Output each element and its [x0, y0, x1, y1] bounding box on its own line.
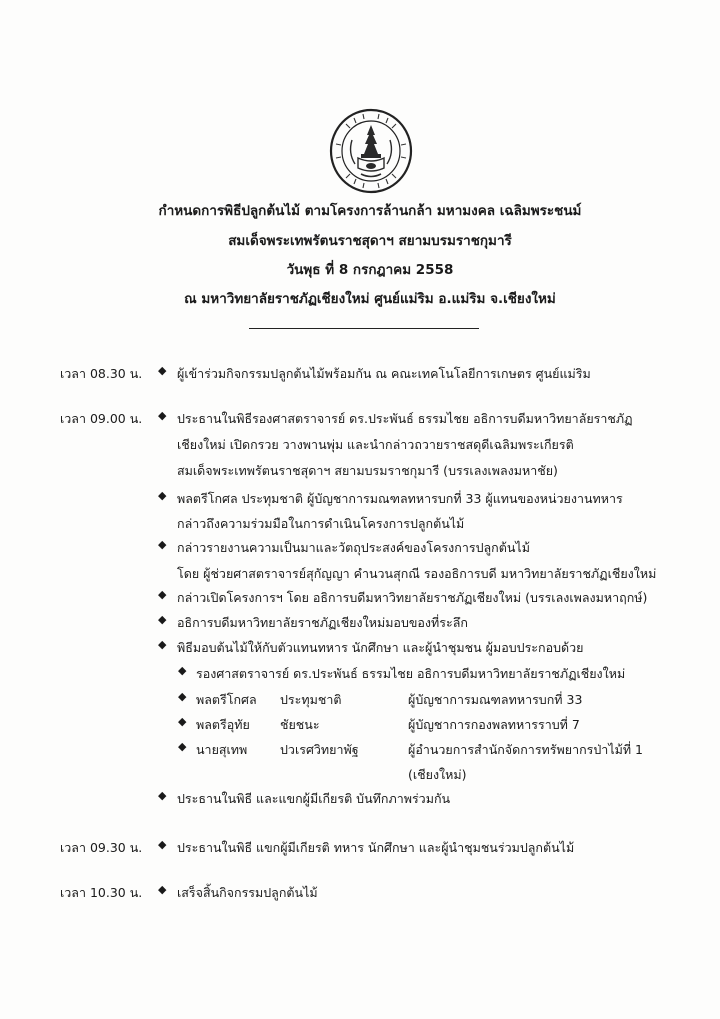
time-0900: เวลา 09.00 น.: [60, 411, 143, 426]
diamond-bullet-icon: ◆: [158, 489, 167, 502]
item-0900-military-b: กล่าวถึงความร่วมมือในการดำเนินโครงการปลูกต้นไม้: [177, 516, 465, 531]
time-1030: เวลา 10.30 น.: [60, 885, 143, 900]
item-0830: ผู้เข้าร่วมกิจกรรมปลูกต้นไม้พร้อมกัน ณ คณะเทคโนโลยีการเกษตร ศูนย์แม่ริม: [177, 366, 591, 381]
diamond-bullet-icon: ◆: [158, 789, 167, 802]
giver-4-role-a: ผู้อำนวยการสำนักจัดการทรัพยากรป่าไม้ที่ 1: [408, 742, 644, 757]
diamond-bullet-icon: ◆: [158, 588, 167, 601]
giver-4-surname: ปวเรศวิทยาพัฐ: [280, 742, 359, 757]
diamond-bullet-icon: ◆: [158, 409, 167, 422]
time-0830: เวลา 08.30 น.: [60, 366, 143, 381]
item-0930: ประธานในพิธี แขกผู้มีเกียรติ ทหาร นักศึกษา และผู้นำชุมชนร่วมปลูกต้นไม้: [177, 840, 575, 855]
diamond-bullet-icon: ◆: [178, 715, 187, 728]
time-0930: เวลา 09.30 น.: [60, 840, 143, 855]
header-divider: [249, 328, 479, 329]
giver-3-name: พลตรีอุทัย: [196, 717, 250, 732]
giver-3-surname: ชัยชนะ: [280, 717, 320, 732]
item-1030: เสร็จสิ้นกิจกรรมปลูกต้นไม้: [177, 885, 318, 900]
university-seal-icon: [328, 108, 414, 194]
diamond-bullet-icon: ◆: [178, 664, 187, 677]
diamond-bullet-icon: ◆: [158, 364, 167, 377]
giver-4-name: นายสุเทพ: [196, 742, 248, 757]
header-line-4: ณ มหาวิทยาลัยราชภัฏเชียงใหม่ ศูนย์แม่ริม อ.แม่ริม จ.เชียงใหม่: [184, 291, 556, 307]
diamond-bullet-icon: ◆: [158, 638, 167, 651]
item-0900-military-a: พลตรีโกศล ประทุมชาติ ผู้บัญชาการมณฑลทหารบกที่ 33 ผู้แทนของหน่วยงานทหาร: [177, 491, 623, 506]
giver-2-name: พลตรีโกศล: [196, 692, 257, 707]
giver-4-role-b: (เชียงใหม่): [408, 767, 467, 782]
item-0900-report-a: กล่าวรายงานความเป็นมาและวัตถุประสงค์ของโครงการปลูกต้นไม้: [177, 540, 530, 555]
header-line-1: กำหนดการพิธีปลูกต้นไม้ ตามโครงการล้านกล้า มหามงคล เฉลิมพระชนม์: [158, 203, 582, 219]
header-line-3: วันพุธ ที่ 8 กรกฎาคม 2558: [286, 262, 454, 278]
item-0900-chair-a: ประธานในพิธีรองศาสตราจารย์ ดร.ประพันธ์ ธรรมไชย อธิการบดีมหาวิทยาลัยราชภัฏ: [177, 411, 633, 426]
item-0900-chair-c: สมเด็จพระเทพรัตนราชสุดาฯ สยามบรมราชกุมารี (บรรเลงเพลงมหาชัย): [177, 463, 558, 478]
item-0900-photo: ประธานในพิธี และแขกผู้มีเกียรติ บันทึกภาพร่วมกัน: [177, 791, 451, 806]
diamond-bullet-icon: ◆: [158, 883, 167, 896]
diamond-bullet-icon: ◆: [158, 538, 167, 551]
diamond-bullet-icon: ◆: [178, 740, 187, 753]
giver-2-surname: ประทุมชาติ: [280, 692, 342, 707]
item-0900-opening: กล่าวเปิดโครงการฯ โดย อธิการบดีมหาวิทยาลัยราชภัฏเชียงใหม่ (บรรเลงเพลงมหาฤกษ์): [177, 590, 648, 605]
diamond-bullet-icon: ◆: [178, 690, 187, 703]
item-0900-report-b: โดย ผู้ช่วยศาสตราจารย์สุกัญญา คำนวนสุกณี รองอธิการบดี มหาวิทยาลัยราชภัฏเชียงใหม่: [177, 566, 657, 581]
diamond-bullet-icon: ◆: [158, 838, 167, 851]
giver-1: รองศาสตราจารย์ ดร.ประพันธ์ ธรรมไชย อธิการบดีมหาวิทยาลัยราชภัฏเชียงใหม่: [196, 666, 626, 681]
giver-3-role: ผู้บัญชาการกองพลทหารราบที่ 7: [408, 717, 580, 732]
item-0900-tree-giving: พิธีมอบต้นไม้ให้กับตัวแทนทหาร นักศึกษา และผู้นำชุมชน ผู้มอบประกอบด้วย: [177, 640, 584, 655]
giver-2-role: ผู้บัญชาการมณฑลทหารบกที่ 33: [408, 692, 583, 707]
diamond-bullet-icon: ◆: [158, 613, 167, 626]
item-0900-chair-b: เชียงใหม่ เปิดกรวย วางพานพุ่ม และนำกล่าวถวายราชสดุดีเฉลิมพระเกียรติ: [177, 437, 574, 452]
item-0900-souvenir: อธิการบดีมหาวิทยาลัยราชภัฏเชียงใหม่มอบของที่ระลึก: [177, 615, 468, 630]
header-line-2: สมเด็จพระเทพรัตนราชสุดาฯ สยามบรมราชกุมารี: [228, 233, 512, 249]
